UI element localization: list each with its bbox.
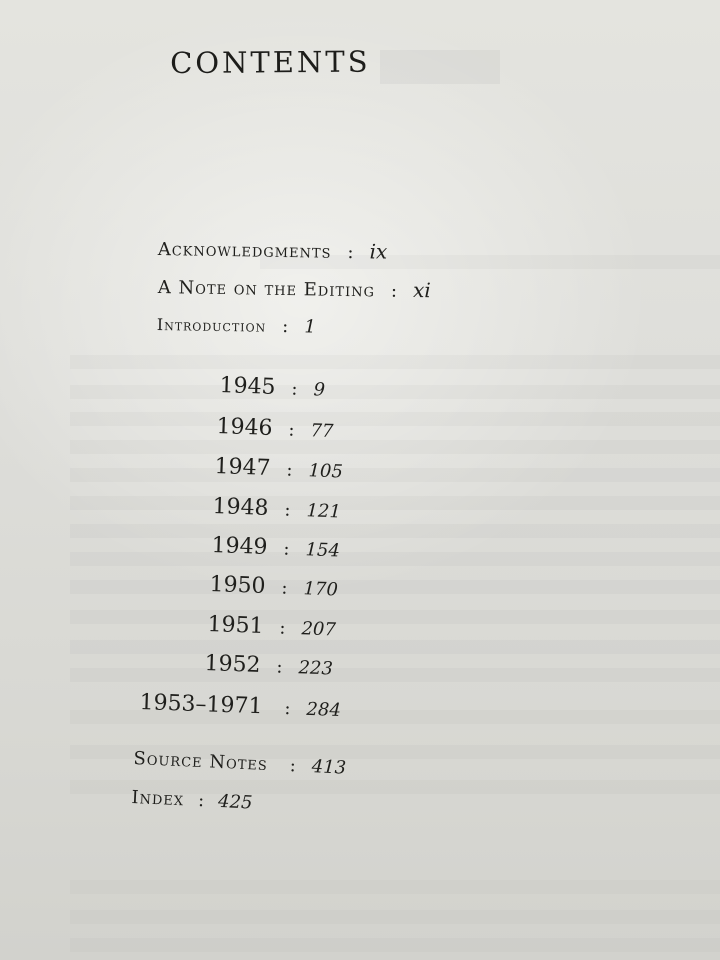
toc-page-number: 425 <box>217 790 253 814</box>
toc-label: 1945 <box>219 373 276 400</box>
toc-entry-source-notes <box>133 748 347 779</box>
toc-entry-1950 <box>209 572 338 601</box>
toc-separator: : <box>284 499 291 521</box>
toc-label: Index <box>131 787 185 811</box>
page-title: CONTENTS <box>170 44 371 80</box>
toc-entry-1947 <box>214 454 343 483</box>
toc-entry-1952 <box>204 651 333 680</box>
toc-page-number: 413 <box>311 756 347 779</box>
toc-separator: : <box>289 755 297 777</box>
toc-separator: : <box>279 617 286 639</box>
toc-page-number: 154 <box>305 539 341 562</box>
toc-page-number: 77 <box>310 420 334 443</box>
toc-page-number: 105 <box>308 460 344 483</box>
toc-page-number: 284 <box>306 698 342 722</box>
toc-label: 1949 <box>211 533 268 560</box>
toc-separator: : <box>283 538 290 560</box>
toc-page-number: ix <box>369 239 388 264</box>
toc-label: Source Notes <box>133 748 269 776</box>
toc-separator: : <box>284 698 291 720</box>
toc-label: 1946 <box>216 414 273 441</box>
toc-separator: : <box>282 315 289 338</box>
toc-label: Acknowledgments <box>157 238 332 263</box>
toc-separator: : <box>390 280 398 302</box>
toc-label: Introduction <box>156 314 267 336</box>
toc-entry-1953-1971 <box>139 690 341 722</box>
toc-entry-index <box>131 787 253 813</box>
toc-label: A Note on the Editing <box>157 276 376 302</box>
toc-entry-1949 <box>211 533 340 562</box>
toc-label: 1953–1971 <box>139 690 263 720</box>
toc-label: 1950 <box>209 572 266 599</box>
toc-separator: : <box>276 656 283 678</box>
toc-separator: : <box>197 790 205 812</box>
toc-page-number: 207 <box>301 618 337 641</box>
toc-entry-1945 <box>219 373 325 402</box>
toc-label: 1947 <box>214 454 271 481</box>
toc-page-number: 9 <box>313 379 326 401</box>
toc-separator: : <box>286 459 293 481</box>
toc-separator: : <box>347 241 354 264</box>
toc-entry-1951 <box>207 612 336 641</box>
toc-page-number: 121 <box>306 500 342 523</box>
toc-page-number: 223 <box>298 657 334 680</box>
toc-entry-1946 <box>216 414 334 443</box>
toc-label: 1951 <box>207 612 264 639</box>
toc-page-number: xi <box>412 278 431 303</box>
toc-label: 1948 <box>212 494 269 521</box>
toc-separator: : <box>291 378 298 400</box>
toc-page-number: 1 <box>304 316 316 338</box>
toc-separator: : <box>281 577 288 599</box>
toc-page-number: 170 <box>303 578 339 601</box>
toc-entry-note-on-editing <box>158 274 431 302</box>
toc-entry-1948 <box>212 494 341 523</box>
toc-label: 1952 <box>204 651 261 678</box>
toc-separator: : <box>288 419 295 441</box>
toc-entry-acknowledgments <box>158 236 388 264</box>
toc-entry-introduction <box>157 314 316 337</box>
